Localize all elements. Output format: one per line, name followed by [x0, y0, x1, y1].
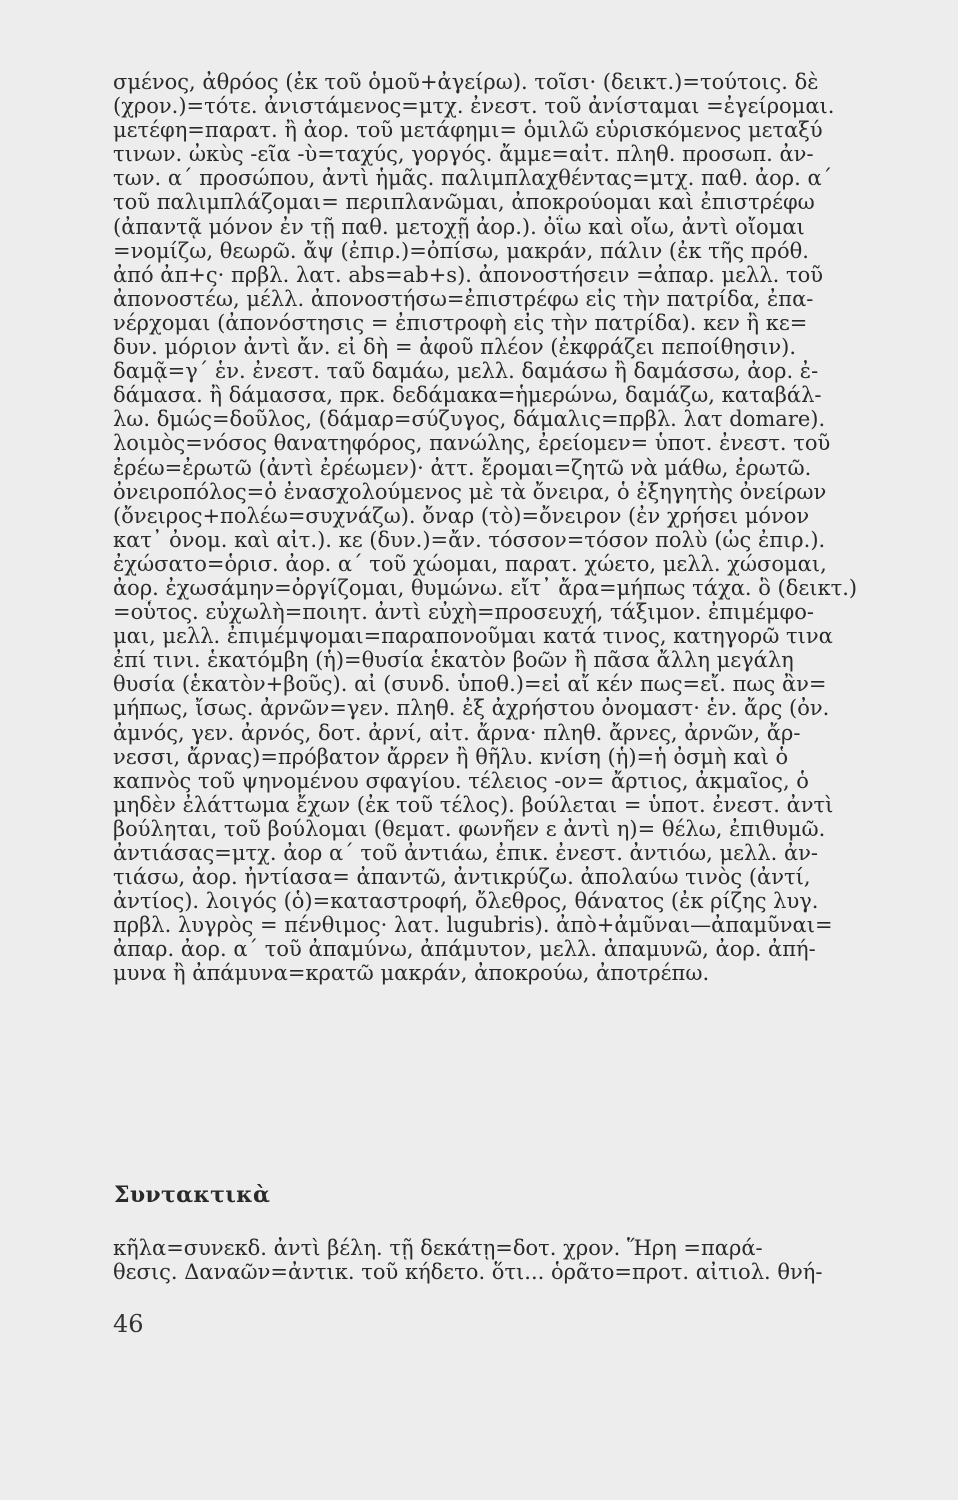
text-line: ἀντίος). λοιγός (ὁ)=καταστροφή, ὄλεθρος, θάνατος (ἐκ ρίζης λυγ. [113, 889, 819, 914]
text-line: τιάσω, ἀορ. ἠντίασα= ἀπαντῶ, ἀντικρύζω. ἀπολαύω τινὸς (ἀντί, [113, 865, 811, 890]
text-line: (ἀπαντᾷ μόνον ἐν τῇ παθ. μετοχῇ ἀορ.). ὀΐω καὶ οἴω, ἀντὶ οἴομαι [113, 214, 805, 239]
text-line: ἀμνός, γεν. ἀρνός, δοτ. ἀρνί, αἰτ. ἄρνα· πληθ. ἄρνες, ἀρνῶν, ἄρ- [113, 720, 801, 745]
text-line: (χρον.)=τότε. ἀνιστάμενος=μτχ. ἐνεστ. τοῦ ἀνίσταμαι =ἐγείρομαι. [113, 94, 835, 119]
text-line: σμένος, ἀθρόος (ἐκ τοῦ ὁμοῦ+ἀγείρω). τοῖσι· (δεικτ.)=τούτοις. δὲ [113, 70, 819, 94]
text-line: νέρχομαι (ἀπονόστησις = ἐπιστροφὴ εἰς τὴν πατρίδα). κεν ἢ κε= [113, 310, 808, 335]
main-text-block [113, 70, 941, 986]
text-line: μήπως, ἴσως. ἀρνῶν=γεν. πληθ. ἐξ ἀχρήστου ὀνομαστ· ἑν. ἄρς (ὀν. [113, 696, 830, 721]
text-line: νεσσι, ἄρνας)=πρόβατον ἄρρεν ἢ θῆλυ. κνίση (ἡ)=ἡ ὀσμὴ καὶ ὁ [113, 744, 789, 769]
syntax-text-block [113, 1236, 941, 1284]
text-line: ἐχώσατο=ὁρισ. ἀορ. α΄ τοῦ χώομαι, παρατ. χώετο, μελλ. χώσομαι, [113, 551, 827, 576]
text-line: ὀνειροπόλος=ὁ ἐνασχολούμενος μὲ τὰ ὄνειρα, ὁ ἐξηγητὴς ὀνείρων [113, 479, 827, 504]
section-heading: Συντακτικὰ [114, 1182, 271, 1208]
text-line: δυν. μόριον ἀντὶ ἄν. εἰ δὴ = ἀφοῦ πλέον (ἐκφράζει πεποίθησιν). [113, 335, 797, 360]
text-line: βούληται, τοῦ βούλομαι (θεματ. φωνῆεν ε ἀντὶ η)= θέλω, ἐπιθυμῶ. [113, 816, 826, 841]
text-line: ἀπαρ. ἀορ. α΄ τοῦ ἀπαμύνω, ἀπάμυτον, μελλ. ἀπαμυνῶ, ἀορ. ἀπή- [113, 937, 816, 962]
text-line: ἐπί τινι. ἑκατόμβη (ἡ)=θυσία ἑκατὸν βοῶν ἢ πᾶσα ἄλλη μεγάλη [113, 648, 794, 673]
text-line: κῆλα=συνεκδ. ἀντὶ βέλη. τῇ δεκάτῃ=δοτ. χρον. Ἥρη =παρά- [113, 1236, 763, 1260]
text-line: θεσις. Δαναῶν=ἀντικ. τοῦ κήδετο. ὅτι... ὁρᾶτο=προτ. αἰτιολ. θνή- [113, 1260, 823, 1285]
text-line: μετέφη=παρατ. ἢ ἀορ. τοῦ μετάφημι= ὁμιλῶ εὑρισκόμενος μεταξύ [113, 118, 823, 143]
text-line: τινων. ὠκὺς -εῖα -ὺ=ταχύς, γοργός. ἄμμε=αἰτ. πληθ. προσωπ. ἀν- [113, 142, 814, 167]
text-line: θυσία (ἑκατὸν+βοῦς). αἰ (συνδ. ὑποθ.)=εἰ αἴ κέν πως=εἴ. πως ἂν= [113, 672, 827, 697]
text-line: =νομίζω, θεωρῶ. ἄψ (ἐπιρ.)=ὀπίσω, μακράν, πάλιν (ἐκ τῆς πρόθ. [113, 238, 809, 263]
text-line: μαι, μελλ. ἐπιμέμψομαι=παραπονοῦμαι κατά τινος, κατηγορῶ τινα [113, 624, 833, 649]
text-line: πρβλ. λυγρὸς = πένθιμος· λατ. lugubris). ἀπὸ+ἀμῦναι—ἀπαμῦναι= [113, 913, 833, 938]
text-line: τοῦ παλιμπλάζομαι= περιπλανῶμαι, ἀποκρούομαι καὶ ἐπιστρέφω [113, 190, 815, 215]
text-line: δάμασα. ἢ δάμασσα, πρκ. δεδάμακα=ἡμερώνω, δαμάζω, καταβάλ- [113, 383, 822, 408]
text-line: =οὗτος. εὐχωλὴ=ποιητ. ἀντὶ εὐχὴ=προσευχή, τάξιμον. ἐπιμέμφο- [113, 600, 814, 625]
text-line: (ὄνειρος+πολέω=συχνάζω). ὄναρ (τὸ)=ὄνειρον (ἐν χρήσει μόνον [113, 503, 810, 528]
text-line: λω. δμώς=δοῦλος, (δάμαρ=σύζυγος, δάμαλις=πρβλ. λατ domare). [113, 407, 826, 432]
text-line: λοιμὸς=νόσος θανατηφόρος, πανώλης, ἐρείομεν= ὑποτ. ἐνεστ. τοῦ [113, 431, 831, 456]
text-line: ἀπονοστέω, μέλλ. ἀπονοστήσω=ἐπιστρέφω εἰς τὴν πατρίδα, ἐπα- [113, 286, 814, 311]
text-line: καπνὸς τοῦ ψηνομένου σφαγίου. τέλειος -ον= ἄρτιος, ἀκμαῖος, ὁ [113, 768, 809, 793]
text-line: ἀπό ἀπ+ς· πρβλ. λατ. abs=ab+s). ἀπονοστήσειν =ἀπαρ. μελλ. τοῦ [113, 262, 824, 287]
text-line: ἀντιάσας=μτχ. ἀορ α΄ τοῦ ἀντιάω, ἐπικ. ἐνεστ. ἀντιόω, μελλ. ἀν- [113, 841, 819, 865]
text-line: δαμᾷ=γ΄ ἑν. ἐνεστ. ταῦ δαμάω, μελλ. δαμάσω ἢ δαμάσσω, ἀορ. ἐ- [113, 359, 819, 384]
text-line: κατ᾽ ὀνομ. καὶ αἰτ.). κε (δυν.)=ἄν. τόσσον=τόσον πολὺ (ὡς ἐπιρ.). [113, 527, 826, 552]
text-line: μηδὲν ἐλάττωμα ἔχων (ἐκ τοῦ τέλος). βούλεται = ὑποτ. ἐνεστ. ἀντὶ [113, 792, 834, 817]
text-line: των. α΄ προσώπου, ἀντὶ ἡμᾶς. παλιμπλαχθέντας=μτχ. παθ. ἀορ. α΄ [113, 166, 833, 191]
text-line: ἐρέω=ἐρωτῶ (ἀντὶ ἐρέωμεν)· ἀττ. ἔρομαι=ζητῶ νὰ μάθω, ἐρωτῶ. [113, 455, 812, 480]
page-number: 46 [113, 1310, 144, 1338]
text-line: μυνα ἢ ἀπάμυνα=κρατῶ μακράν, ἀποκρούω, ἀποτρέπω. [113, 961, 710, 986]
text-line: ἀορ. ἐχωσάμην=ὀργίζομαι, θυμώνω. εἴτ᾽ ἄρα=μήπως τάχα. ὃ (δεικτ.) [113, 575, 858, 600]
